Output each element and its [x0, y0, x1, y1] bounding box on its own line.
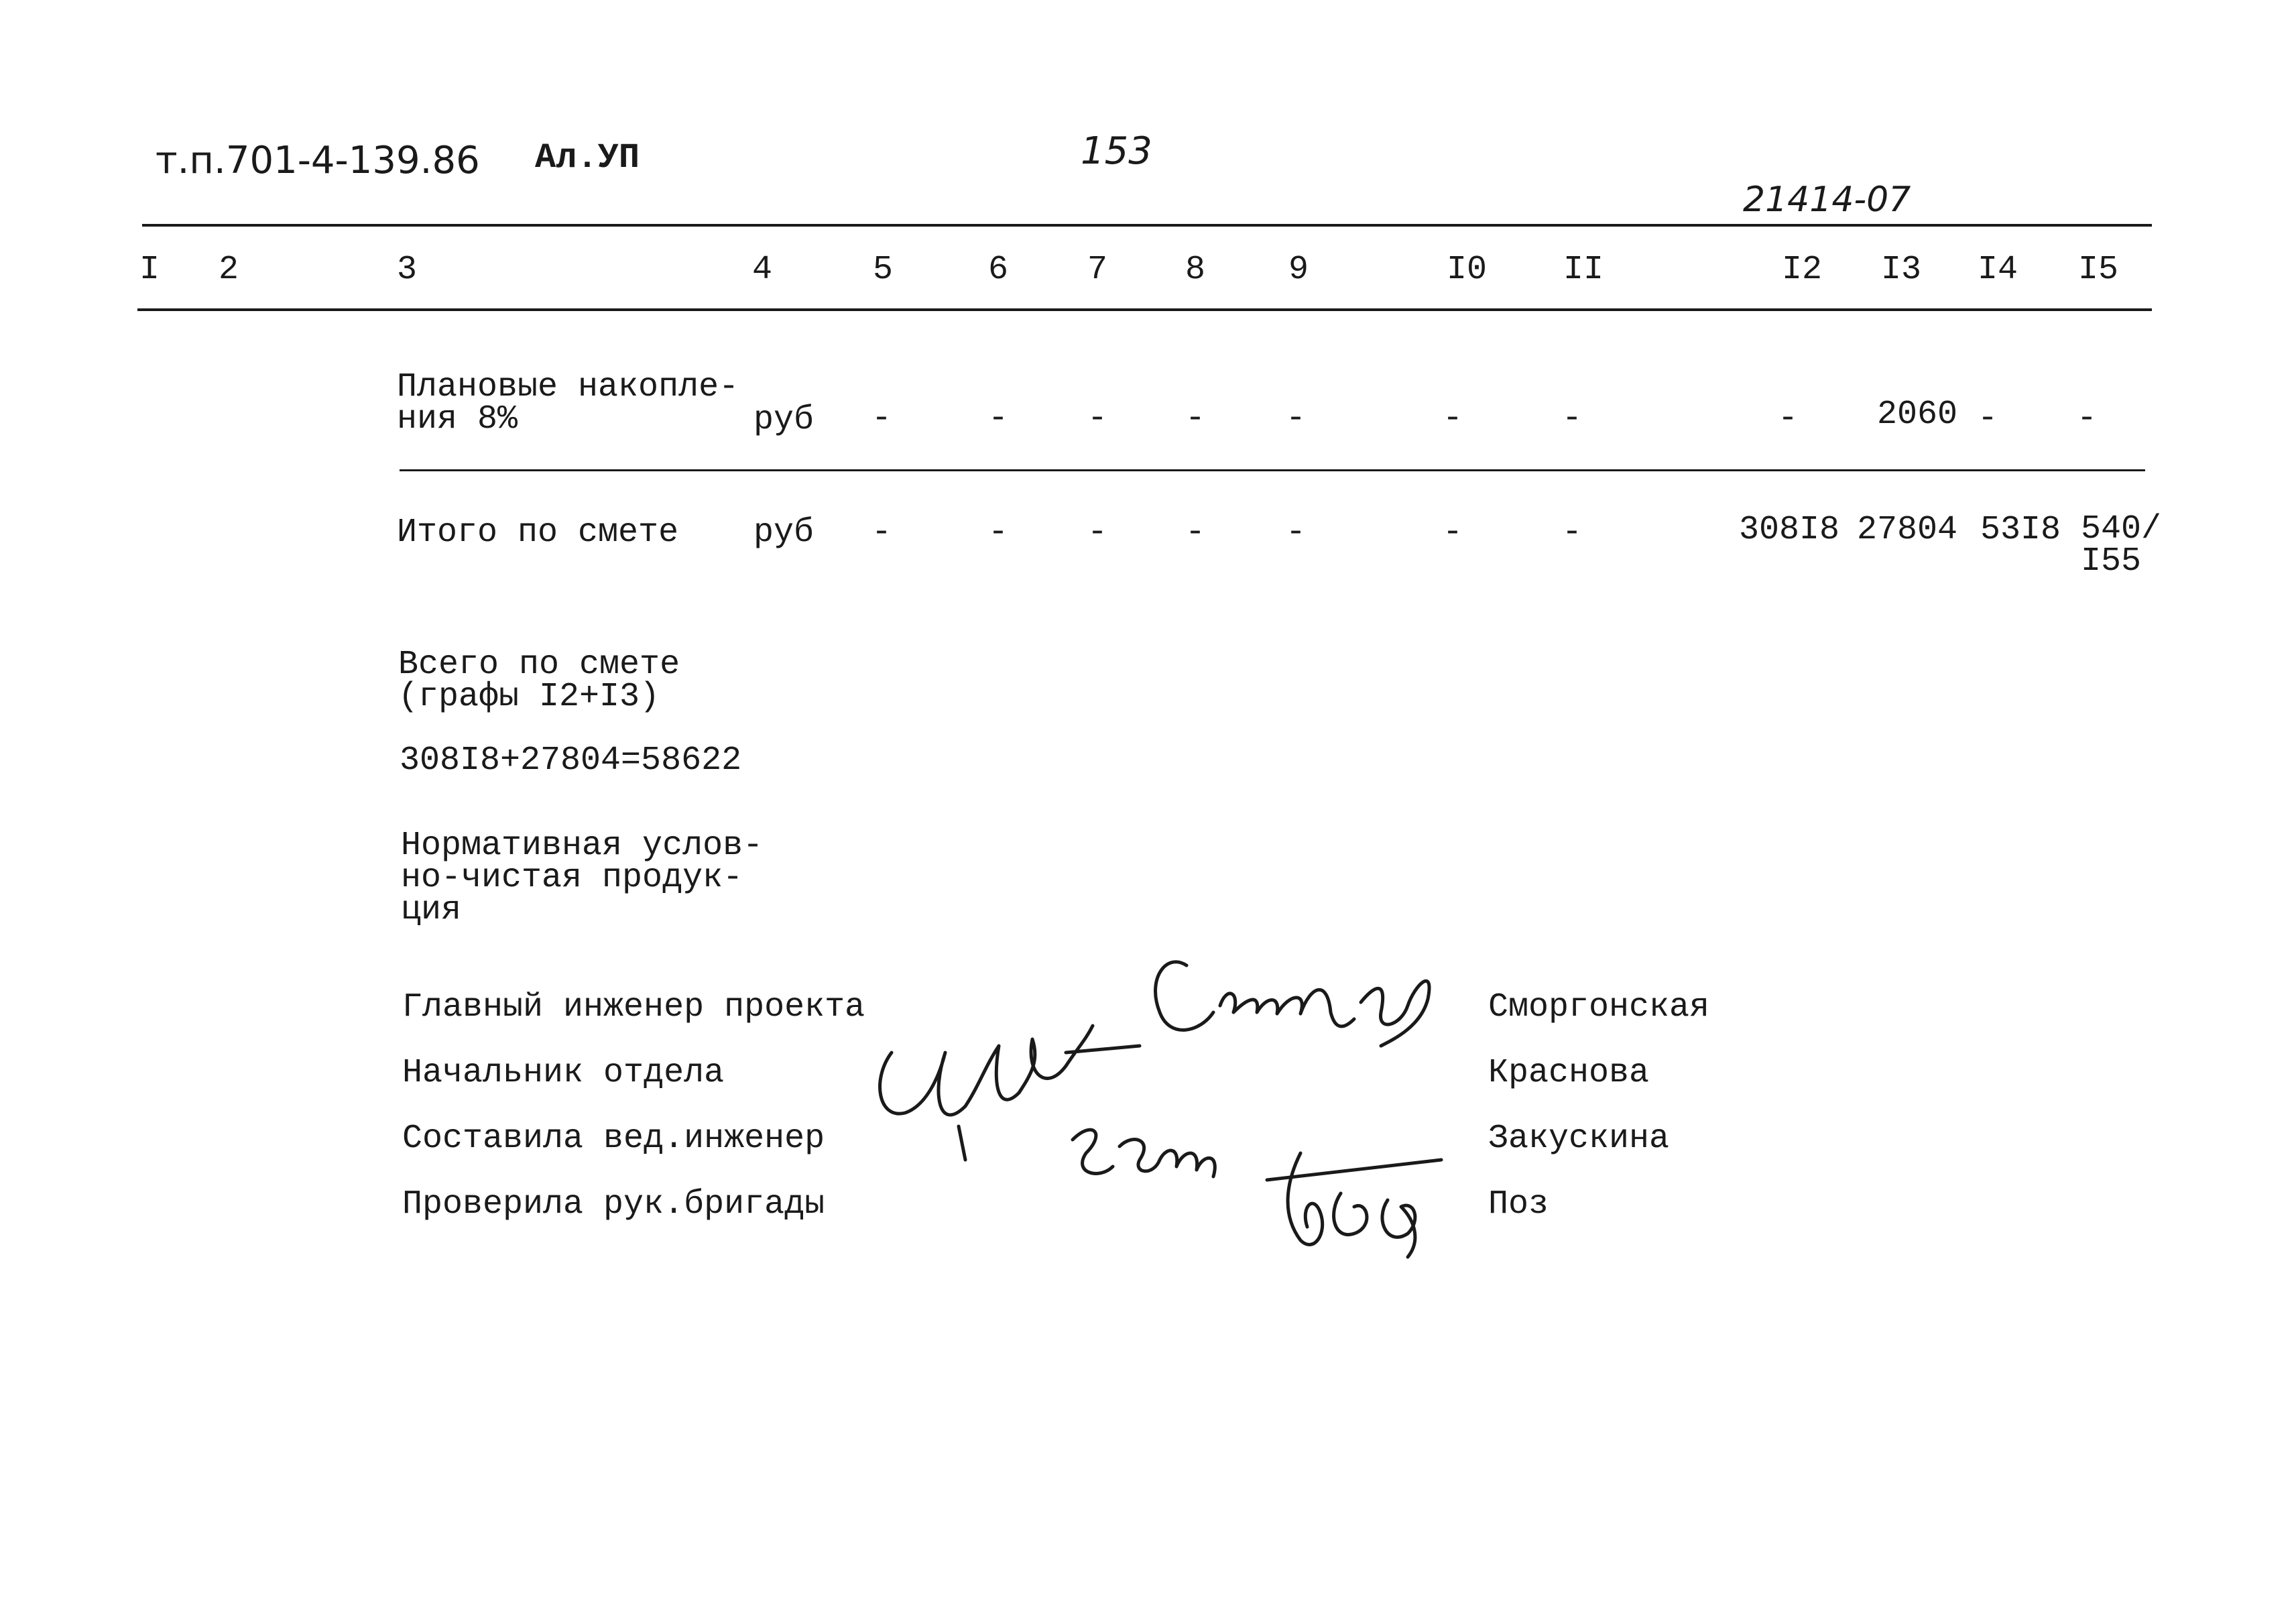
album-number: Ал.УП [535, 138, 640, 178]
row-cell: - [1562, 400, 1583, 438]
column-number: I2 [1782, 251, 1823, 289]
signature-name: Сморгонская [1488, 988, 1710, 1026]
row-cell-14: 53I8 [1980, 511, 2061, 549]
row-divider [400, 469, 2145, 471]
handwritten-signature-lead-engineer [1059, 1113, 1233, 1193]
row-unit: руб [753, 401, 814, 439]
column-number: I3 [1881, 251, 1922, 289]
row-cell-15: - [2077, 400, 2098, 438]
row-cell-14: - [1978, 400, 1998, 438]
column-number: 5 [873, 251, 894, 289]
column-number: 6 [988, 251, 1009, 289]
row-cell: - [1562, 514, 1583, 552]
signature-name: Поз [1488, 1185, 1549, 1224]
signature-role: Составила вед.инженер [402, 1120, 825, 1158]
row-cell-13: 27804 [1857, 511, 1958, 549]
column-number: 8 [1185, 251, 1206, 289]
column-number: I0 [1447, 251, 1488, 289]
signature-role: Начальник отдела [402, 1054, 725, 1092]
column-number: 4 [752, 251, 773, 289]
row-cell: - [1286, 514, 1307, 552]
column-number: 9 [1288, 251, 1309, 289]
row-cell-12: 308I8 [1739, 511, 1840, 549]
signature-name: Краснова [1488, 1054, 1650, 1092]
signature-name: Закускина [1488, 1120, 1670, 1158]
column-number: II [1563, 251, 1604, 289]
header-bottom-rule [137, 308, 2152, 311]
column-number: 7 [1087, 251, 1108, 289]
row-unit: руб [753, 514, 814, 552]
signature-role: Главный инженер проекта [402, 988, 865, 1026]
row-cell-15: 540/ I55 [2081, 510, 2162, 581]
page-number: 153 [1081, 129, 1152, 173]
header-top-rule [142, 224, 2152, 227]
row-cell: - [1778, 400, 1799, 438]
norm-production-label: Нормативная услов- но-чистая продук- ция [401, 827, 764, 929]
total-formula: 308I8+27804=58622 [400, 741, 742, 780]
row-cell: - [871, 400, 892, 438]
row-cell: - [1185, 514, 1206, 552]
handwritten-signature-chief-engineer [1140, 939, 1448, 1053]
row-label: Итого по смете [397, 514, 679, 552]
row-cell: - [1443, 400, 1463, 438]
row-cell: - [1087, 400, 1108, 438]
column-number: 3 [397, 251, 418, 289]
row-cell: - [1185, 400, 1206, 438]
document-code: т.п.701-4-139.86 [156, 139, 480, 182]
column-number: 2 [219, 251, 239, 289]
row-label: Плановые накопле- ния 8% [397, 368, 739, 438]
handwritten-signature-team-lead [1260, 1140, 1448, 1260]
row-cell: - [1443, 514, 1463, 552]
total-label: Всего по смете (графы I2+I3) [398, 646, 680, 716]
row-cell: - [988, 400, 1009, 438]
row-cell: - [988, 514, 1009, 552]
row-cell: - [871, 514, 892, 552]
row-cell-13: 2060 [1877, 396, 1958, 434]
row-cell: - [1286, 400, 1307, 438]
inventory-number: 21414-07 [1743, 180, 1911, 220]
column-number: I4 [1978, 251, 2018, 289]
signature-role: Проверила рук.бригады [402, 1185, 825, 1224]
column-number: I5 [2078, 251, 2119, 289]
column-number: I [139, 251, 160, 289]
row-cell: - [1087, 514, 1108, 552]
